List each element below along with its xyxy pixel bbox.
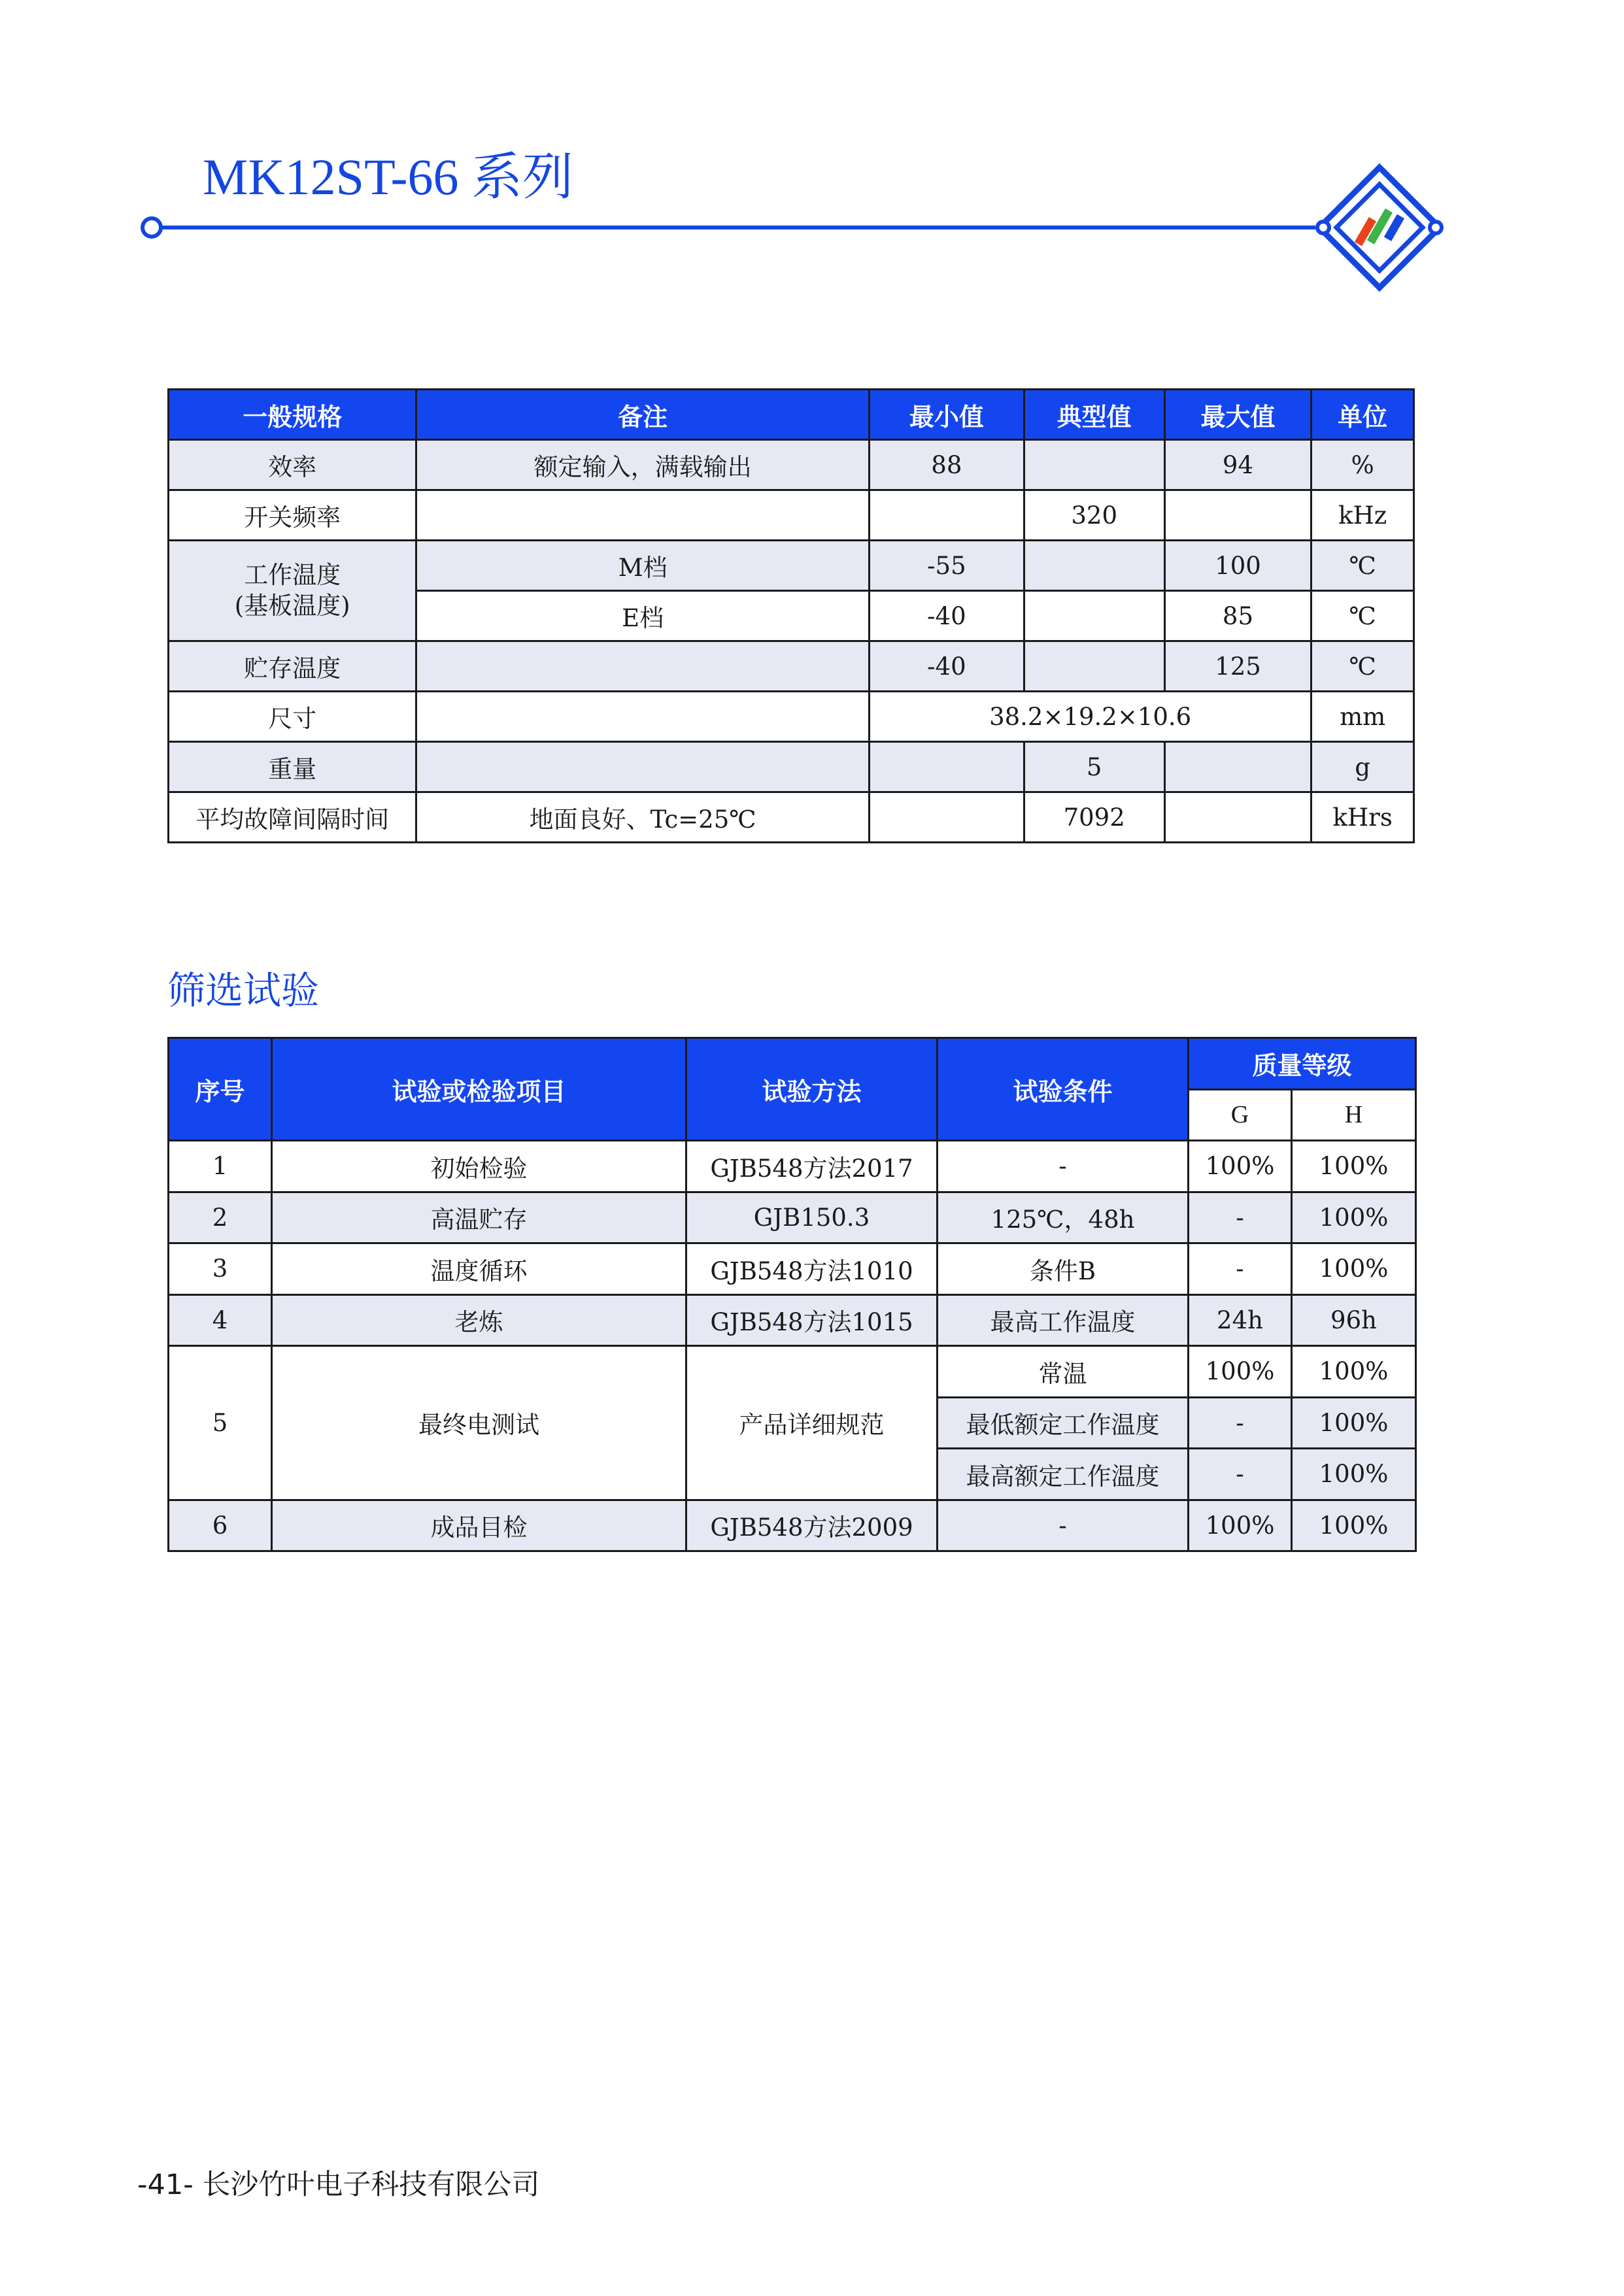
spec-unit: g [1311,742,1414,792]
table-header-row [169,390,1414,440]
spec-max [1164,792,1311,843]
col-header-g: G [1189,1089,1292,1141]
spec-max: 85 [1164,591,1311,641]
spec-min: -40 [869,641,1024,692]
spec-name: 贮存温度 [169,641,416,692]
table-row [169,1192,1416,1243]
spec-unit: % [1311,440,1414,490]
row-g: - [1189,1449,1292,1500]
row-condition: - [938,1141,1189,1192]
col-header: 试验或检验项目 [272,1038,686,1141]
col-header: 序号 [169,1038,272,1141]
row-method: GJB150.3 [686,1192,938,1243]
row-g: 100% [1189,1141,1292,1192]
col-header: 单位 [1311,390,1414,440]
spec-max: 125 [1164,641,1311,692]
row-item: 老炼 [272,1294,686,1346]
row-seq: 6 [169,1500,272,1551]
row-condition: 最低额定工作温度 [938,1397,1189,1449]
col-header: 最大值 [1164,390,1311,440]
table-row [169,1294,1416,1346]
table-row [169,541,1414,591]
spec-typ [1024,591,1164,641]
row-g: 100% [1189,1346,1292,1398]
row-h: 100% [1292,1192,1416,1243]
page-footer [137,2163,539,2203]
row-seq: 3 [169,1243,272,1295]
row-h: 100% [1292,1346,1416,1398]
row-h: 100% [1292,1397,1416,1449]
row-method: GJB548方法1010 [686,1243,938,1295]
spec-typ [1024,440,1164,490]
spec-min: -40 [869,591,1024,641]
row-method: GJB548方法2017 [686,1141,938,1192]
row-condition: - [938,1500,1189,1551]
row-item: 成品目检 [272,1500,686,1551]
table-row [169,490,1414,541]
row-seq: 1 [169,1141,272,1192]
spec-typ: 7092 [1024,792,1164,843]
spec-max: 94 [1164,440,1311,490]
spec-typ: 5 [1024,742,1164,792]
spec-max [1164,742,1311,792]
row-h: 96h [1292,1294,1416,1346]
row-condition: 最高额定工作温度 [938,1449,1189,1500]
table-header-row [169,1038,1416,1090]
row-method: GJB548方法1015 [686,1294,938,1346]
row-item: 初始检验 [272,1141,686,1192]
row-g: - [1189,1397,1292,1449]
row-condition: 常温 [938,1346,1189,1398]
spec-name: 平均故障间隔时间 [169,792,416,843]
spec-min: 88 [869,440,1024,490]
spec-note: 地面良好、Tc=25℃ [416,792,870,843]
spec-note [416,490,870,541]
col-header-h: H [1292,1089,1416,1141]
spec-name: 尺寸 [169,692,416,742]
spec-min [869,792,1024,843]
spec-name: 重量 [169,742,416,792]
spec-max: 100 [1164,541,1311,591]
spec-unit: ℃ [1311,591,1414,641]
table-row [169,1346,1416,1398]
spec-typ: 320 [1024,490,1164,541]
spec-typ [1024,541,1164,591]
row-h: 100% [1292,1500,1416,1551]
spec-note: M档 [416,541,870,591]
row-seq: 5 [169,1346,272,1500]
table-row [169,692,1414,742]
row-g: - [1189,1192,1292,1243]
spec-note: 额定输入，满载输出 [416,440,870,490]
spec-unit: kHrs [1311,792,1414,843]
row-item: 高温贮存 [272,1192,686,1243]
table-row [169,440,1414,490]
spec-min [869,490,1024,541]
row-g: - [1189,1243,1292,1295]
spec-name-line: (基板温度) [234,591,350,620]
spec-unit: mm [1311,692,1414,742]
section-title: 筛选试验 [167,968,320,1013]
spec-unit: ℃ [1311,541,1414,591]
row-h: 100% [1292,1449,1416,1500]
table-row [169,641,1414,692]
row-g: 24h [1189,1294,1292,1346]
spec-value: 38.2×19.2×10.6 [869,692,1311,742]
table-row [169,1243,1416,1295]
spec-note [416,692,870,742]
spec-max [1164,490,1311,541]
col-header: 试验条件 [938,1038,1189,1141]
company-name: 长沙竹叶电子科技有限公司 [202,2169,540,2201]
row-h: 100% [1292,1141,1416,1192]
spec-unit: kHz [1311,490,1414,541]
spec-note [416,641,870,692]
spec-typ [1024,641,1164,692]
row-method: GJB548方法2009 [686,1500,938,1551]
row-condition: 条件B [938,1243,1189,1295]
table-row [169,1141,1416,1192]
row-condition: 最高工作温度 [938,1294,1189,1346]
row-h: 100% [1292,1243,1416,1295]
spec-name: 效率 [169,440,416,490]
company-logo-icon [1314,162,1445,293]
spec-name-line: 工作温度 [244,561,341,590]
spec-note [416,742,870,792]
col-header: 质量等级 [1189,1038,1416,1090]
spec-unit: ℃ [1311,641,1414,692]
spec-min [869,742,1024,792]
row-condition: 125℃，48h [938,1192,1189,1243]
row-item: 温度循环 [272,1243,686,1295]
row-item: 最终电测试 [272,1346,686,1500]
col-header: 备注 [416,390,870,440]
col-header: 最小值 [869,390,1024,440]
general-spec-table [167,388,1415,843]
page-title: MK12ST-66 系列 [203,148,574,205]
spec-name [169,541,416,641]
row-seq: 4 [169,1294,272,1346]
row-seq: 2 [169,1192,272,1243]
screening-table [167,1037,1417,1552]
col-header: 典型值 [1024,390,1164,440]
col-header: 试验方法 [686,1038,938,1141]
row-method: 产品详细规范 [686,1346,938,1500]
col-header: 一般规格 [169,390,416,440]
spec-min: -55 [869,541,1024,591]
row-g: 100% [1189,1500,1292,1551]
spec-note: E档 [416,591,870,641]
table-row [169,1500,1416,1551]
table-row [169,792,1414,843]
table-row [169,742,1414,792]
page-number: -41- [137,2169,194,2201]
spec-name: 开关频率 [169,490,416,541]
